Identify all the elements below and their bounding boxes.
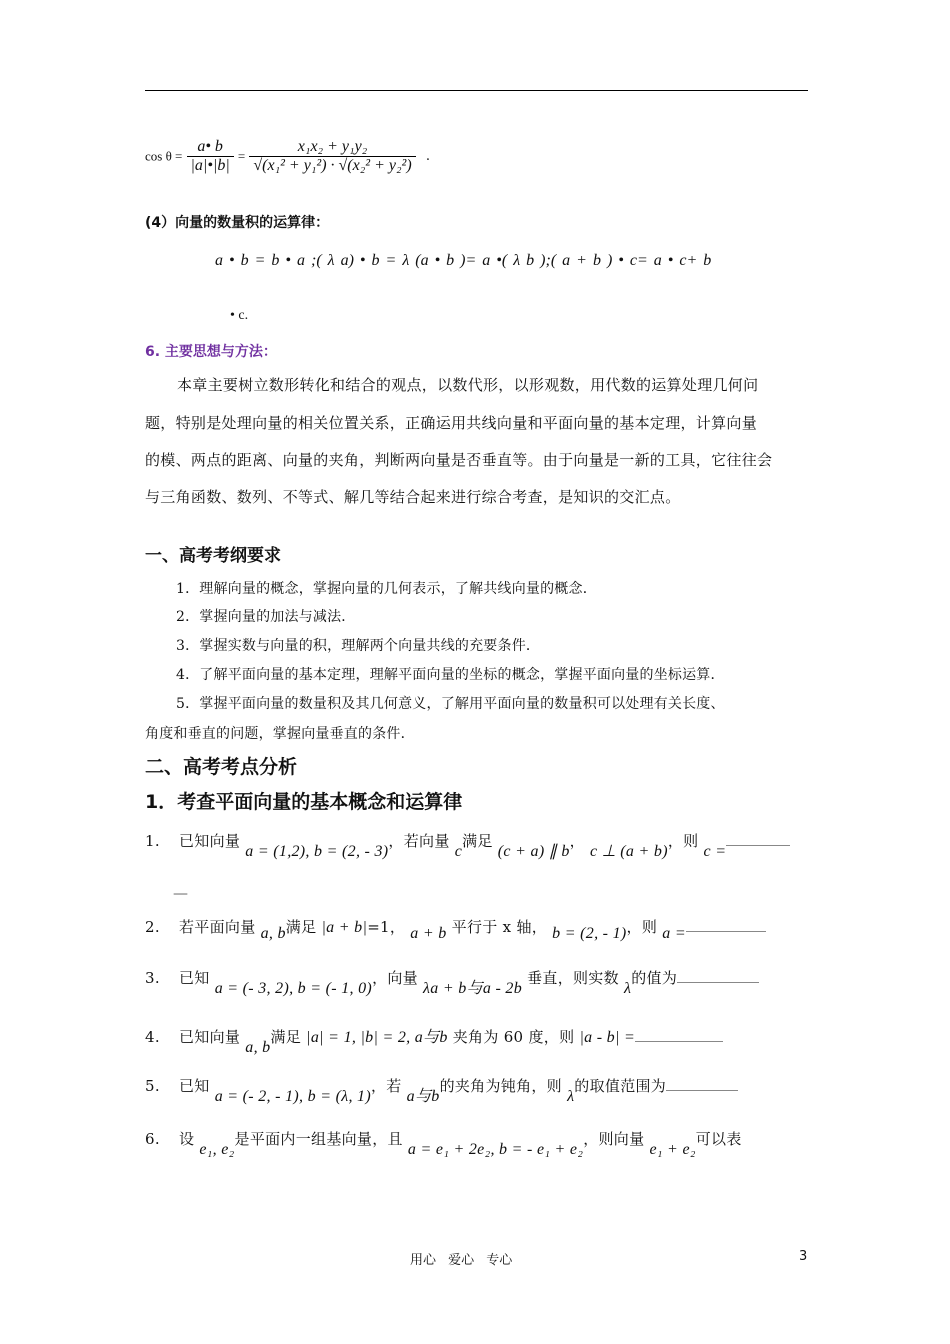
problem-1 <box>145 830 790 860</box>
problem-2 <box>145 916 766 942</box>
problem-4-mid2: 夹角为 60 度，则 <box>452 1028 575 1046</box>
problem-5-math2: a与b <box>406 1088 440 1105</box>
problem-4-math3: |a - b| = <box>579 1029 636 1046</box>
cos-fraction-1 <box>187 138 234 175</box>
problem-5-num: 5. <box>145 1077 160 1095</box>
problem-5-mid2: 的夹角为钝角，则 <box>439 1077 562 1095</box>
problem-3-mid3: 的值为 <box>631 969 678 987</box>
section6-title: 6. 主要思想与方法： <box>145 344 277 360</box>
problem-2-mid4: ，则 <box>626 918 658 936</box>
cos-frac1-denominator: |a|•|b| <box>187 156 234 175</box>
problem-1-cont: — <box>173 884 189 902</box>
problem-6-math1: e₁, e₂ <box>199 1141 235 1158</box>
outline-item-4: 4．了解平面向量的基本定理，理解平面向量的坐标的概念，掌握平面向量的坐标运算． <box>176 667 725 683</box>
problem-1-mid3: ， <box>569 832 585 850</box>
problem-4-pre: 已知向量 <box>179 1028 241 1046</box>
problem-6-num: 6. <box>145 1130 160 1148</box>
problem-1-blank[interactable] <box>726 844 790 846</box>
problem-5-math1: a = (- 2, - 1), b = (λ, 1) <box>214 1088 371 1105</box>
problem-4-math1: a, b <box>245 1039 271 1056</box>
problem-6 <box>145 1128 742 1158</box>
problem-5-pre: 已知 <box>179 1077 210 1095</box>
problem-1-math4: c ⊥ (a + b) <box>590 843 668 860</box>
section6-line-3: 的模、两点的距离、向量的夹角，判断两向量是否垂直等。由于向量是一新的工具，它往往会 <box>145 451 773 469</box>
problem-5-mid1: ，若 <box>370 1077 402 1095</box>
header-rule <box>145 90 808 91</box>
problem-4-blank[interactable] <box>635 1040 723 1042</box>
problem-1-math1: a = (1,2), b = (2, - 3) <box>245 843 389 860</box>
outline-item-5: 5．掌握平面向量的数量积及其几何意义，了解用平面向量的数量积可以处理有关长度、 <box>176 696 725 712</box>
problem-2-pre: 若平面向量 <box>179 918 256 936</box>
problem-3-num: 3. <box>145 969 160 987</box>
problem-4 <box>145 1024 723 1056</box>
problem-1-math3: (c + a) ∥ b <box>497 843 570 860</box>
section4-law-cont: • c. <box>230 308 249 323</box>
problem-2-mid1: 满足 <box>285 918 317 936</box>
problem-1-mid1: ，若向量 <box>388 832 450 850</box>
problem-5-blank[interactable] <box>666 1089 738 1091</box>
problem-6-math3: e₁ + e₂ <box>649 1141 696 1158</box>
outline-item-1: 1．理解向量的概念，掌握向量的几何表示，了解共线向量的概念． <box>176 581 597 597</box>
problem-5-math3: λ <box>567 1088 575 1105</box>
problem-2-math1: a, b <box>260 925 286 942</box>
problem-2-math2: |a + b| <box>321 919 368 936</box>
outline-item-3: 3．掌握实数与向量的积，理解两个向量共线的充要条件． <box>176 638 541 654</box>
problem-2-math5: a = <box>662 925 686 942</box>
problem-1-num: 1. <box>145 832 160 850</box>
cos-frac2-denominator: √(x₁² + y₁²) · √(x₂² + y₂²) <box>249 156 415 175</box>
section6-line-1: 本章主要树立数形转化和结合的观点，以数代形，以形观数，用代数的运算处理几何问 <box>177 376 759 394</box>
analysis-title: 二、高考考点分析 <box>145 756 298 778</box>
problem-4-math2: |a| = 1, |b| = 2, a与b <box>306 1029 448 1046</box>
cos-lhs: cos θ = <box>145 148 183 164</box>
problem-1-mid2: 满足 <box>462 832 493 850</box>
problem-3-math1: a = (- 3, 2), b = (- 1, 0) <box>214 980 373 997</box>
problem-1-mid4: ，则 <box>667 832 699 850</box>
problem-4-num: 4. <box>145 1028 160 1046</box>
outline-item-2: 2．掌握向量的加法与减法． <box>176 609 356 625</box>
problem-3-pre: 已知 <box>179 969 210 987</box>
cos-frac1-numerator: a• b <box>197 138 223 155</box>
problem-4-mid1: 满足 <box>270 1028 302 1046</box>
section6-line-2: 题，特别是处理向量的相关位置关系，正确运用共线向量和平面向量的基本定理，计算向量 <box>145 414 758 432</box>
problem-6-mid1: 是平面内一组基向量，且 <box>234 1130 403 1148</box>
section4-law: a • b = b • a ;( λ a) • b = λ (a • b )= a •( λ b );( a + b ) • c= a • c+ b <box>215 252 712 269</box>
problem-5 <box>145 1073 738 1105</box>
problem-2-math4: b = (2, - 1) <box>552 925 627 942</box>
problem-3 <box>145 965 759 997</box>
problem-6-mid2: ，则向量 <box>583 1130 645 1148</box>
problem-6-mid3: 可以表 <box>695 1130 742 1148</box>
problem-3-math2: λa + b与a - 2b <box>423 980 523 997</box>
footer-text: 用心 爱心 专心 <box>410 1253 513 1268</box>
problem-1-math2: c <box>454 843 463 860</box>
problem-2-blank[interactable] <box>686 930 766 932</box>
problem-3-mid2: 垂直，则实数 <box>527 969 619 987</box>
section6-line-4: 与三角函数、数列、不等式、解几等结合起来进行综合考查，是知识的交汇点。 <box>145 488 681 506</box>
outline-item-5-cont: 角度和垂直的问题，掌握向量垂直的条件． <box>145 726 415 742</box>
problem-6-math2: a = e₁ + 2e₂, b = - e₁ + e₂ <box>407 1141 584 1158</box>
problem-2-mid3: 平行于 x 轴， <box>451 918 548 936</box>
cos-formula <box>145 138 430 194</box>
problem-5-mid3: 的取值范围为 <box>574 1077 667 1095</box>
cos-frac2-numerator: x₁x₂ + y₁y₂ <box>297 138 368 155</box>
problem-1-math5: c = <box>703 843 727 860</box>
cos-eq: = <box>237 148 246 164</box>
problem-2-num: 2. <box>145 918 160 936</box>
problem-2-mid2: =1， <box>367 918 406 936</box>
outline-title: 一、高考考纲要求 <box>145 546 281 566</box>
problem-6-pre: 设 <box>179 1130 195 1148</box>
problem-2-math3: a + b <box>410 925 447 942</box>
analysis-subtitle: 1．考查平面向量的基本概念和运算律 <box>145 791 463 813</box>
problem-3-mid1: ，向量 <box>372 969 418 987</box>
cos-end: . <box>425 149 430 164</box>
problem-3-blank[interactable] <box>677 981 759 983</box>
section4-title: (4）向量的数量积的运算律： <box>145 215 330 231</box>
page-number: 3 <box>799 1249 808 1264</box>
cos-fraction-2 <box>249 138 415 175</box>
problem-1-pre: 已知向量 <box>179 832 241 850</box>
problem-3-math3: λ <box>623 980 632 997</box>
